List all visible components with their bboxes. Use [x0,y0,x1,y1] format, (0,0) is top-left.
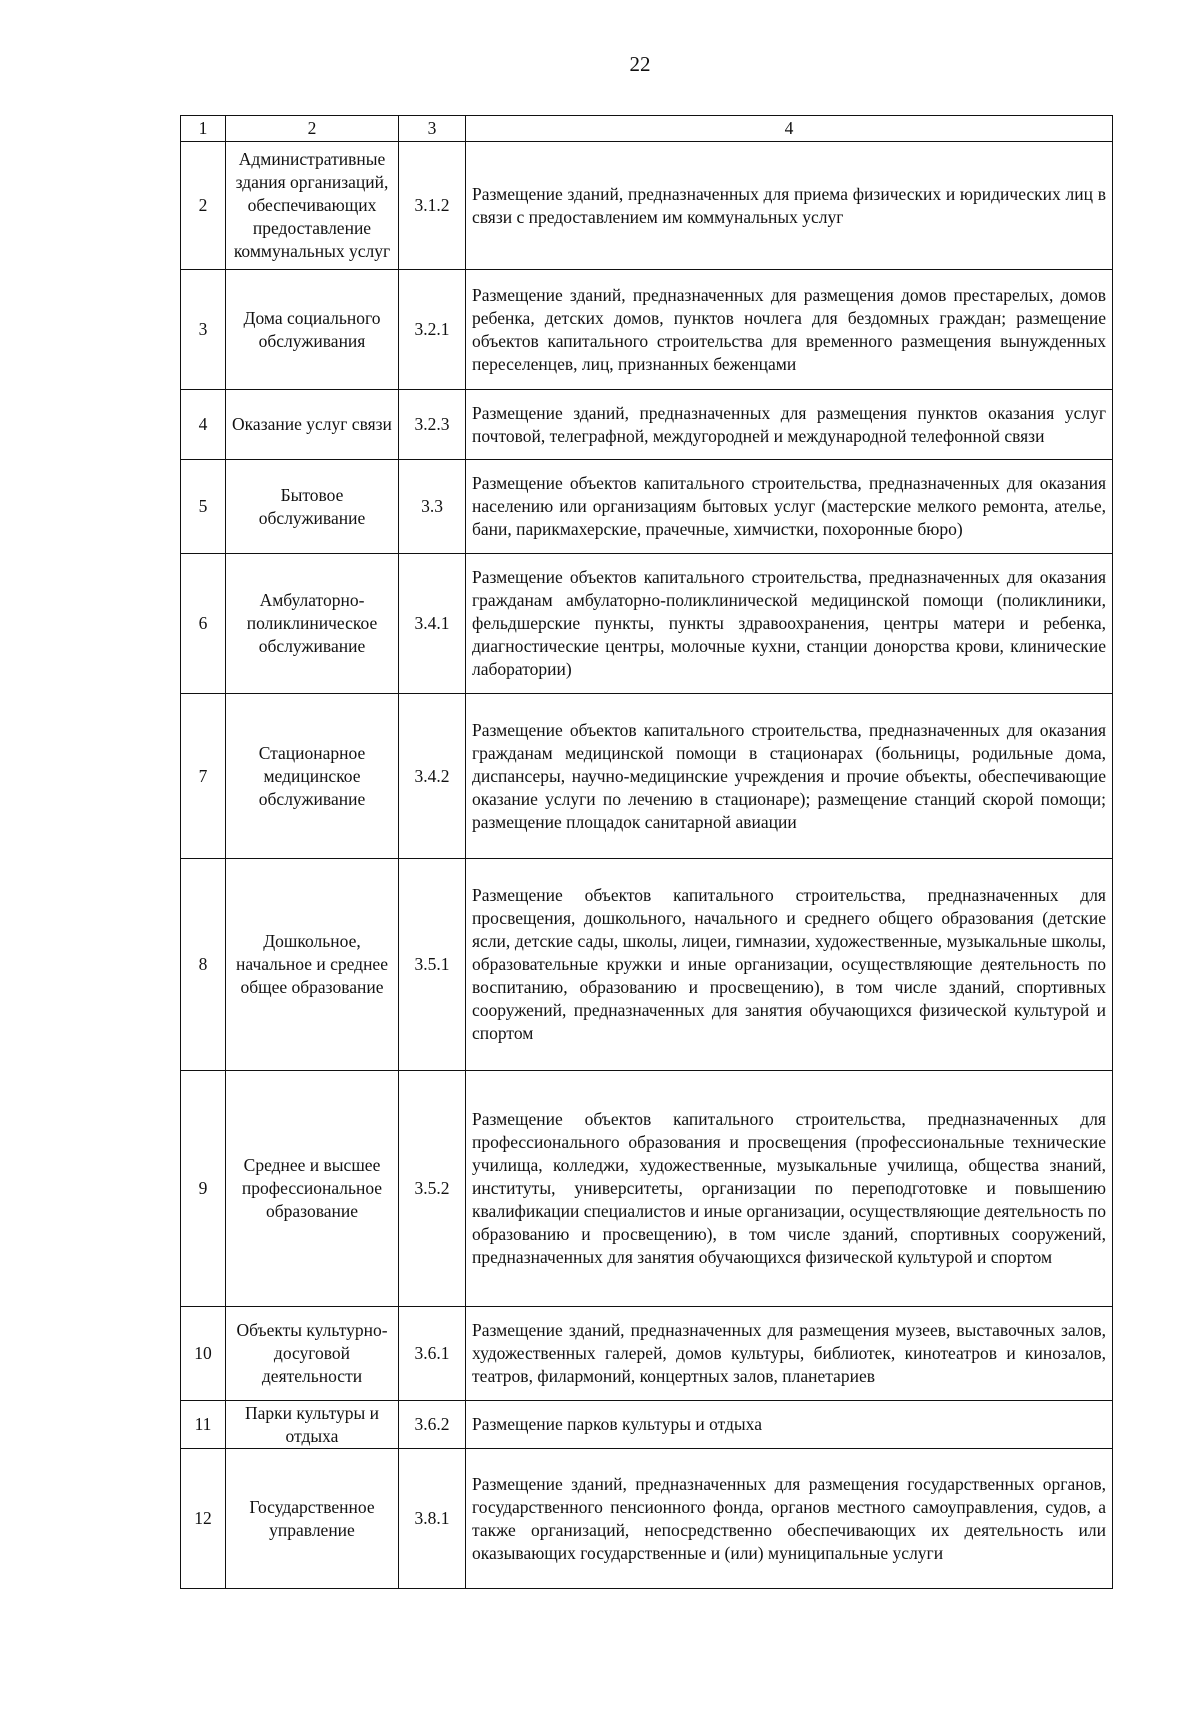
use-code: 3.2.3 [399,390,466,460]
header-col-3: 3 [399,116,466,142]
use-description: Размещение зданий, предназначенных для размещения пунктов оказания услуг почтовой, телеграфной, междугородней и международной телефонной связи [466,390,1113,460]
page-number: 22 [629,52,651,76]
use-code: 3.8.1 [399,1449,466,1589]
use-description: Размещение зданий, предназначенных для размещения государственных органов, государственного пенсионного фонда, органов местного самоуправления, судов, а также организаций, непосредственно обеспечивающих их деятельность или оказывающих государственные и (или) муниципальные услуги [466,1449,1113,1589]
header-col-4: 4 [466,116,1113,142]
table-row [181,859,1113,1071]
header-col-1: 1 [181,116,226,142]
row-number: 4 [181,390,226,460]
table-row [181,554,1113,694]
row-number: 12 [181,1449,226,1589]
table-row [181,270,1113,390]
use-description: Размещение парков культуры и отдыха [466,1401,1113,1449]
use-name: Дома социального обслуживания [226,270,399,390]
row-number: 2 [181,142,226,270]
row-number: 11 [181,1401,226,1449]
use-description: Размещение объектов капитального строительства, предназначенных для профессионального образования и просвещения (профессиональные технические училища, колледжи, художественные, музыкальные училища, общества знаний, институты, университеты, организации по переподготовке и повышению квалификации специалистов и иные организации, осуществляющие деятельность по образованию и просвещению), в том числе зданий, спортивных сооружений, предназначенных для занятия обучающихся физической культурой и спортом [466,1071,1113,1307]
row-number: 9 [181,1071,226,1307]
use-name: Дошкольное, начальное и среднее общее образование [226,859,399,1071]
use-code: 3.3 [399,460,466,554]
table-row [181,1401,1113,1449]
row-number: 7 [181,694,226,859]
row-number: 5 [181,460,226,554]
use-name: Парки культуры и отдыха [226,1401,399,1449]
row-number: 6 [181,554,226,694]
table-row [181,1307,1113,1401]
use-code: 3.6.1 [399,1307,466,1401]
use-code: 3.2.1 [399,270,466,390]
table-row [181,1449,1113,1589]
use-name: Объекты культурно-досуговой деятельности [226,1307,399,1401]
table-row [181,460,1113,554]
table-row [181,1071,1113,1307]
use-name: Оказание услуг связи [226,390,399,460]
use-description: Размещение объектов капитального строительства, предназначенных для оказания гражданам медицинской помощи в стационарах (больницы, родильные дома, диспансеры, научно-медицинские учреждения и прочие объекты, обеспечивающие оказание услуги по лечению в стационаре); размещение станций скорой помощи; размещение площадок санитарной авиации [466,694,1113,859]
use-name: Бытовое обслуживание [226,460,399,554]
row-number: 3 [181,270,226,390]
use-code: 3.4.2 [399,694,466,859]
use-name: Государственное управление [226,1449,399,1589]
use-name: Среднее и высшее профессиональное образование [226,1071,399,1307]
row-number: 10 [181,1307,226,1401]
use-description: Размещение объектов капитального строительства, предназначенных для оказания гражданам амбулаторно-поликлинической медицинской помощи (поликлиники, фельдшерские пункты, пункты здравоохранения, центры матери и ребенка, диагностические центры, молочные кухни, станции донорства крови, клинические лаборатории) [466,554,1113,694]
use-name: Амбулаторно-поликлиническое обслуживание [226,554,399,694]
row-number: 8 [181,859,226,1071]
use-description: Размещение зданий, предназначенных для размещения музеев, выставочных залов, художественных галерей, домов культуры, библиотек, кинотеатров и кинозалов, театров, филармоний, концертных залов, планетариев [466,1307,1113,1401]
use-description: Размещение зданий, предназначенных для размещения домов престарелых, домов ребенка, детских домов, пунктов ночлега для бездомных граждан; размещение объектов капитального строительства для временного размещения вынужденных переселенцев, лиц, признанных беженцами [466,270,1113,390]
use-description: Размещение зданий, предназначенных для приема физических и юридических лиц в связи с предоставлением им коммунальных услуг [466,142,1113,270]
use-code: 3.5.2 [399,1071,466,1307]
use-description: Размещение объектов капитального строительства, предназначенных для оказания населению или организациям бытовых услуг (мастерские мелкого ремонта, ателье, бани, парикмахерские, прачечные, химчистки, похоронные бюро) [466,460,1113,554]
use-code: 3.5.1 [399,859,466,1071]
use-code: 3.1.2 [399,142,466,270]
table-row [181,694,1113,859]
table-row [181,390,1113,460]
header-col-2: 2 [226,116,399,142]
table-row [181,142,1113,270]
use-code: 3.6.2 [399,1401,466,1449]
land-use-table [180,115,1113,1589]
use-description: Размещение объектов капитального строительства, предназначенных для просвещения, дошкольного, начального и среднего общего образования (детские ясли, детские сады, школы, лицеи, гимназии, художественные, музыкальные школы, образовательные кружки и иные организации, осуществляющие деятельность по воспитанию, образованию и просвещению), в том числе зданий, спортивных сооружений, предназначенных для занятия обучающихся физической культурой и спортом [466,859,1113,1071]
header-row [181,116,1113,142]
use-code: 3.4.1 [399,554,466,694]
use-name: Стационарное медицинское обслуживание [226,694,399,859]
use-name: Административные здания организаций, обеспечивающих предоставление коммунальных услуг [226,142,399,270]
